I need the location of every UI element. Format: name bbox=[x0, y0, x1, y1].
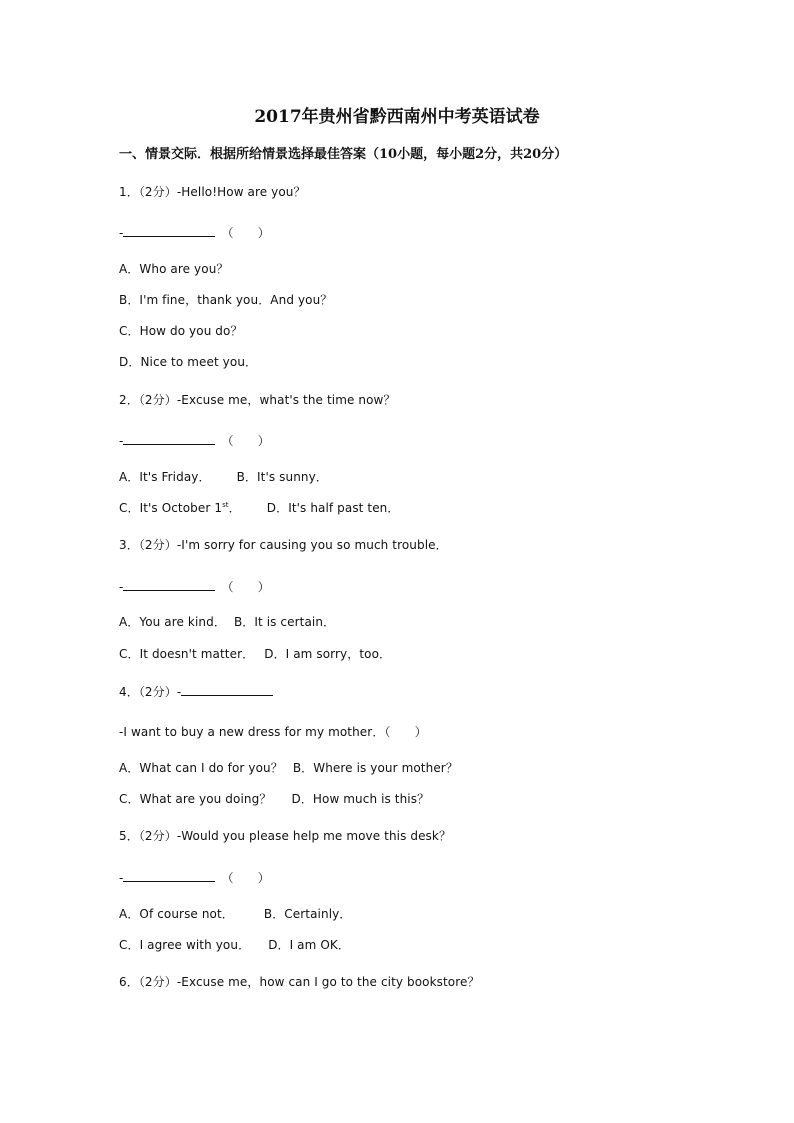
document-title: 2017年贵州省黔西南州中考英语试卷 bbox=[254, 107, 540, 127]
question-6-stem: 6．（2分）-Excuse me，how can I go to the city bookstore？ bbox=[119, 975, 480, 989]
answer-blank[interactable] bbox=[123, 578, 215, 591]
answer-blank[interactable] bbox=[123, 432, 215, 445]
question-3-option-b: B．It is certain． bbox=[233, 615, 336, 629]
answer-blank[interactable] bbox=[123, 224, 215, 237]
question-5-option-c: C．I agree with you． bbox=[119, 938, 251, 952]
answer-paren: （ ） bbox=[221, 580, 270, 594]
question-5-option-a: A．Of course not． bbox=[119, 907, 234, 921]
question-5-stem: 5．（2分）-Would you please help me move this desk？ bbox=[119, 829, 452, 843]
question-3-option-a: A．You are kind． bbox=[119, 615, 226, 629]
answer-paren: （ ） bbox=[221, 226, 270, 240]
answer-paren: （ ） bbox=[221, 434, 270, 448]
question-3-options-cd bbox=[119, 646, 391, 662]
question-4-options-ab bbox=[119, 760, 458, 776]
question-5-option-d: D．I am OK． bbox=[268, 938, 350, 952]
ordinal-suffix: st bbox=[222, 501, 229, 509]
question-4-option-a: A．What can I do for you？ bbox=[119, 761, 283, 775]
question-2-option-b: B．It's sunny． bbox=[236, 470, 328, 484]
question-2-stem: 2．（2分）-Excuse me，what's the time now？ bbox=[119, 393, 396, 407]
question-3-option-d: D．I am sorry，too． bbox=[264, 647, 392, 661]
question-4-stem-text: 4．（2分）- bbox=[119, 685, 182, 699]
question-1-option-c: C．How do you do？ bbox=[119, 324, 243, 338]
section-heading: 一、情景交际．根据所给情景选择最佳答案（10小题，每小题2分，共20分） bbox=[119, 147, 568, 162]
question-4-option-b: B．Where is your mother？ bbox=[292, 761, 458, 775]
answer-blank[interactable] bbox=[181, 683, 273, 696]
question-4-stem bbox=[119, 683, 273, 700]
question-3-option-c: C．It doesn't matter． bbox=[119, 647, 255, 661]
question-5-options-cd bbox=[119, 937, 350, 953]
question-4-reply: -I want to buy a new dress for my mother．（ ） bbox=[119, 725, 427, 739]
question-3-options-ab bbox=[119, 614, 335, 630]
question-3-answer-line: - （ ） bbox=[119, 580, 270, 594]
question-2-option-c-text: C．It's October 1 bbox=[119, 501, 223, 515]
question-2-options-ab bbox=[119, 469, 328, 485]
question-3-stem: 3．（2分）-I'm sorry for causing you so much trouble． bbox=[119, 538, 448, 552]
question-5-answer-line: - （ ） bbox=[119, 871, 270, 885]
question-2-option-c bbox=[119, 501, 241, 515]
question-1-option-b: B．I'm fine，thank you．And you？ bbox=[119, 293, 333, 307]
answer-paren: （ ） bbox=[221, 871, 270, 885]
question-2-option-c-end: ． bbox=[228, 501, 241, 515]
question-1-option-a: A．Who are you？ bbox=[119, 262, 229, 276]
answer-blank[interactable] bbox=[123, 869, 215, 882]
question-5-options-ab bbox=[119, 906, 351, 922]
question-2-options-cd bbox=[119, 500, 399, 516]
question-5-option-b: B．Certainly． bbox=[263, 907, 352, 921]
question-1-stem: 1．（2分）-Hello!How are you？ bbox=[119, 185, 306, 199]
question-1-option-d: D．Nice to meet you． bbox=[119, 355, 258, 369]
question-4-option-c: C．What are you doing？ bbox=[119, 792, 272, 806]
question-4-option-d: D．How much is this？ bbox=[291, 792, 430, 806]
question-1-answer-line: - （ ） bbox=[119, 226, 270, 240]
question-4-options-cd bbox=[119, 791, 429, 807]
question-2-option-d: D．It's half past ten． bbox=[266, 501, 400, 515]
question-2-option-a: A．It's Friday． bbox=[119, 470, 211, 484]
question-2-answer-line: - （ ） bbox=[119, 434, 270, 448]
